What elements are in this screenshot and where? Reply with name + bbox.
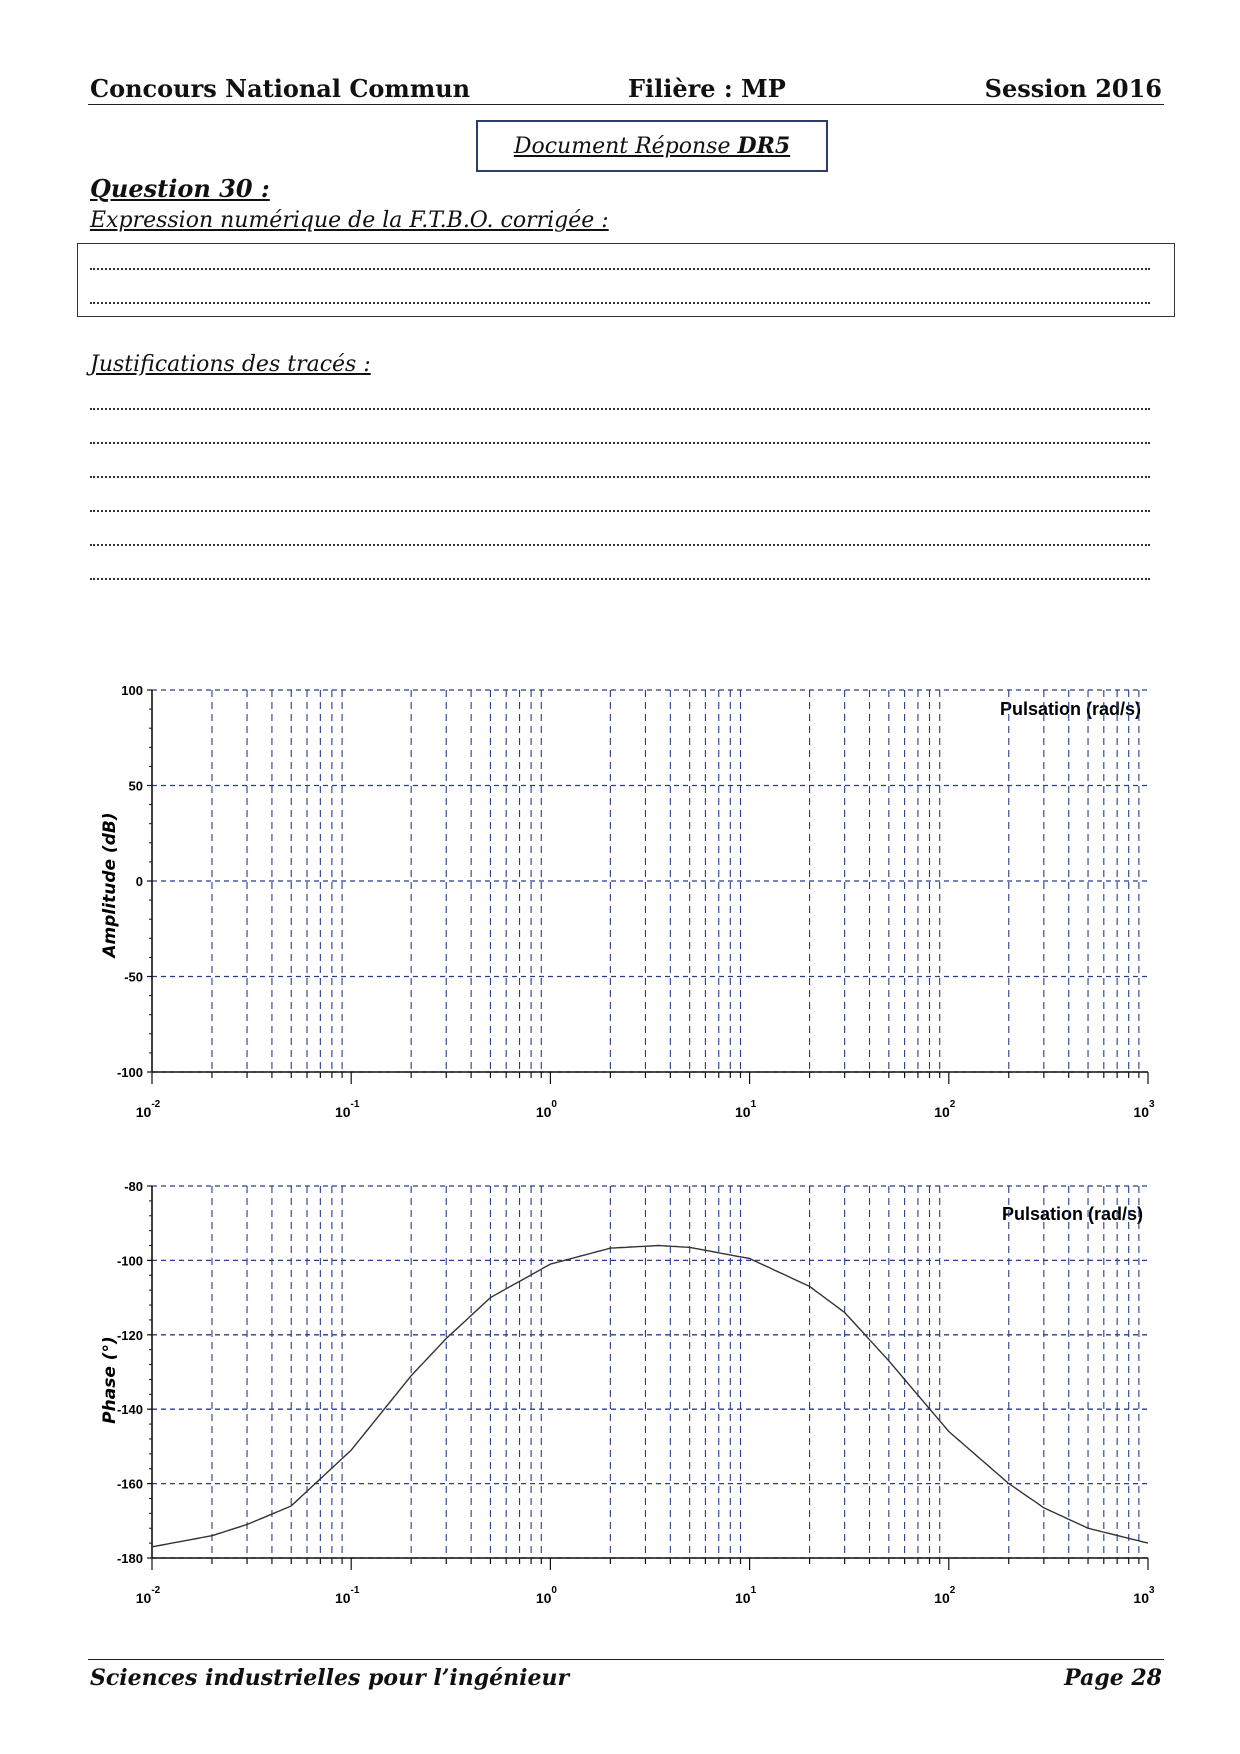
x-axis-label: Pulsation (rad/s) (999, 699, 1141, 719)
x-tick-label (1133, 1585, 1155, 1606)
x-tick-label (735, 1585, 757, 1606)
x-tick-exponent: 2 (949, 1585, 956, 1596)
plot-area (117, 683, 1155, 1120)
document-code: DR5 (737, 133, 791, 159)
y-tick-label: -180 (116, 1551, 143, 1566)
x-tick-exponent: 1 (750, 1099, 757, 1110)
x-tick-exponent: -2 (151, 1099, 161, 1110)
x-tick-base: 10 (934, 1104, 950, 1120)
answer-line[interactable] (90, 510, 1150, 512)
x-tick-exponent: 3 (1149, 1099, 1155, 1110)
footer-rule (88, 1659, 1164, 1660)
amplitude-chart[interactable] (80, 670, 1180, 1130)
y-tick-label: -120 (116, 1327, 143, 1343)
footer-subject: Sciences industrielles pour l’ingénieur (90, 1665, 570, 1691)
justification-label: Justifications des tracés : (90, 352, 371, 377)
answer-line[interactable] (90, 268, 1150, 270)
x-tick-base: 10 (535, 1590, 552, 1606)
x-tick-label (335, 1585, 360, 1606)
x-tick-exponent: 0 (551, 1099, 557, 1110)
x-axis-label: Pulsation (rad/s) (1001, 1204, 1143, 1224)
x-tick-base: 10 (1133, 1104, 1150, 1120)
x-tick-exponent: 2 (949, 1099, 956, 1110)
document-label: Document Réponse (513, 134, 738, 159)
header-track: Filière : MP (628, 74, 786, 103)
answer-line[interactable] (90, 302, 1150, 304)
y-axis-label: Amplitude (dB) (100, 812, 120, 958)
x-tick-base: 10 (934, 1590, 950, 1606)
x-tick-label (335, 1099, 360, 1120)
y-tick-label: -100 (116, 1253, 143, 1269)
expression-answer-box[interactable] (77, 243, 1175, 317)
phase-chart[interactable] (80, 1172, 1180, 1632)
y-tick-label: 0 (135, 874, 143, 889)
footer-page: Page 28 (1064, 1665, 1162, 1691)
x-tick-base: 10 (1133, 1590, 1150, 1606)
answer-line[interactable] (90, 578, 1150, 580)
y-tick-label: -160 (116, 1476, 143, 1492)
y-tick-label: 100 (121, 683, 143, 698)
x-tick-label (735, 1099, 757, 1120)
y-tick-label: -80 (124, 1179, 143, 1194)
plot-area (117, 1179, 1155, 1606)
x-tick-exponent: -2 (151, 1585, 161, 1596)
x-tick-exponent: -1 (350, 1099, 360, 1110)
y-tick-label: -140 (116, 1402, 143, 1418)
x-tick-base: 10 (135, 1590, 152, 1606)
y-tick-label: -100 (116, 1065, 143, 1080)
x-tick-label (934, 1585, 956, 1606)
document-box (476, 120, 828, 172)
x-tick-base: 10 (735, 1104, 751, 1120)
y-tick-label: -50 (124, 969, 143, 985)
x-tick-exponent: 1 (750, 1585, 757, 1596)
x-tick-exponent: 0 (551, 1585, 557, 1596)
x-tick-base: 10 (334, 1104, 351, 1120)
answer-line[interactable] (90, 476, 1150, 478)
x-tick-base: 10 (135, 1104, 152, 1120)
x-tick-base: 10 (735, 1590, 751, 1606)
phase-curve (152, 1246, 1148, 1547)
answer-line[interactable] (90, 408, 1150, 410)
x-tick-label (536, 1585, 558, 1606)
x-tick-base: 10 (535, 1104, 552, 1120)
expression-label: Expression numérique de la F.T.B.O. corrigée : (90, 208, 609, 233)
x-tick-label (136, 1099, 161, 1120)
x-tick-label (934, 1099, 956, 1120)
x-tick-label (536, 1099, 558, 1120)
question-title: Question 30 : (90, 174, 270, 203)
y-axis-label: Phase (°) (100, 1336, 120, 1424)
answer-line[interactable] (90, 544, 1150, 546)
x-tick-label (136, 1585, 161, 1606)
x-tick-exponent: -1 (350, 1585, 360, 1596)
header-contest: Concours National Commun (90, 74, 471, 103)
x-tick-exponent: 3 (1149, 1585, 1155, 1596)
x-tick-label (1133, 1099, 1155, 1120)
y-tick-label: 50 (128, 778, 143, 794)
x-tick-base: 10 (334, 1590, 351, 1606)
answer-line[interactable] (90, 442, 1150, 444)
header-rule (88, 104, 1164, 105)
header-session: Session 2016 (984, 74, 1162, 103)
